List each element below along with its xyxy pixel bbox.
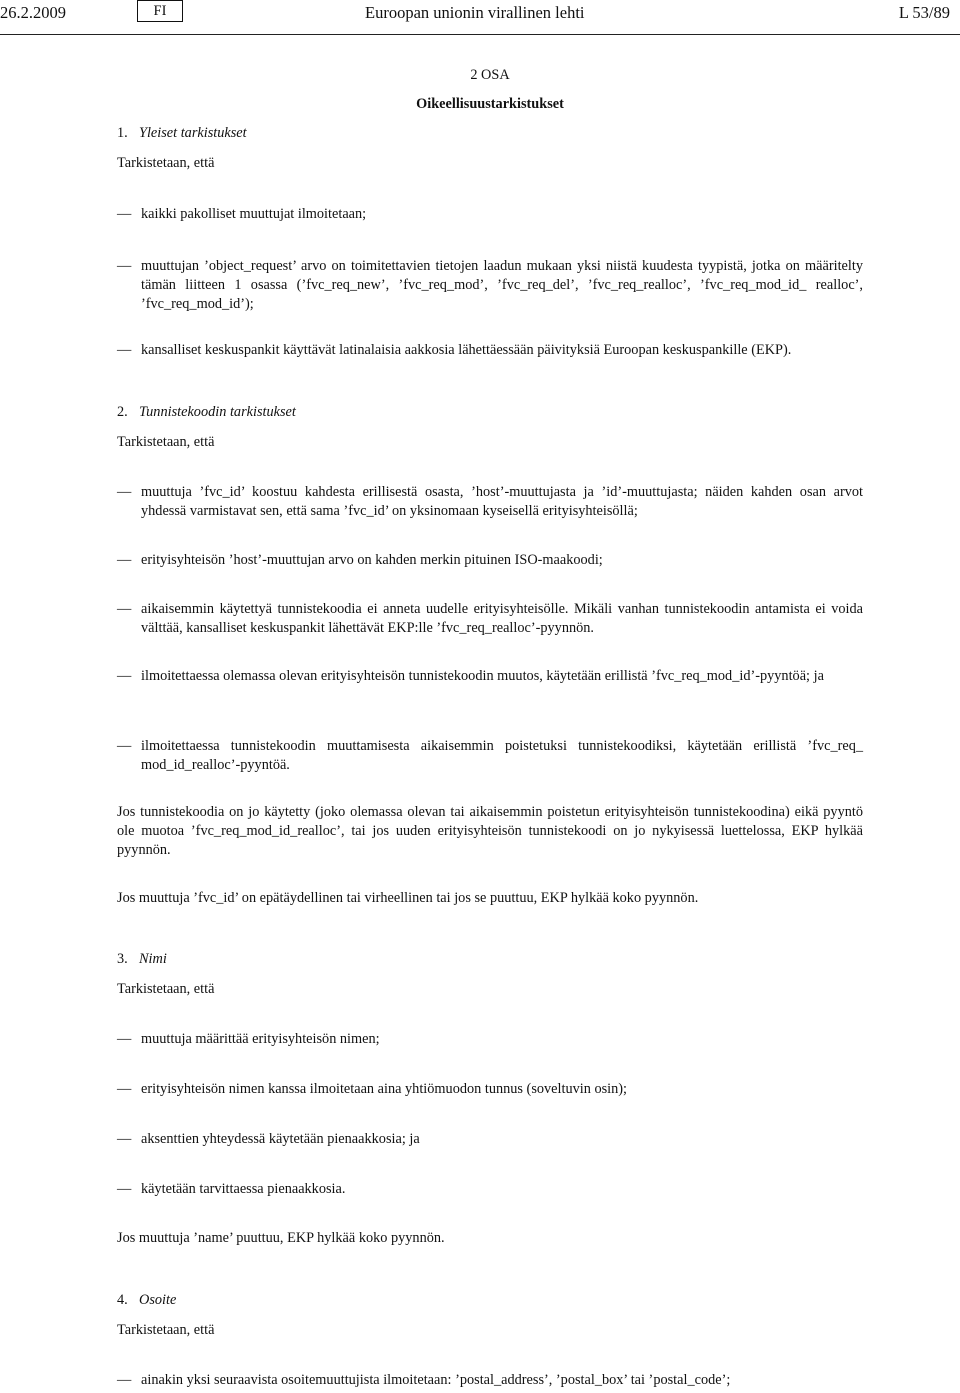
- body-paragraph: Jos muuttuja ’name’ puuttuu, EKP hylkää koko pyynnön.: [117, 1230, 445, 1246]
- page-number: L 53/89: [898, 3, 950, 22]
- section-number: 2.: [117, 404, 128, 420]
- list-item: — muuttuja ’fvc_id’ koostuu kahdesta erillisestä osasta, ’host’-muuttujasta ja ’id’-muuttujasta; näiden kahden osan arvot yhdessä varmistavat sen, että sama ’fvc_id’ on yksinomaan kyseisellä erityisyhteisöllä;: [117, 484, 863, 519]
- language-box: FI: [137, 0, 183, 22]
- list-item: — erityisyhteisön nimen kanssa ilmoitetaan aina yhtiömuodon tunnus (soveltuvin osin);: [117, 1080, 863, 1099]
- list-item-text: erityisyhteisön nimen kanssa ilmoitetaan aina yhtiömuodon tunnus (soveltuvin osin);: [141, 1081, 628, 1097]
- list-item-text: kansalliset keskuspankit käyttävät latinalaisia aakkosia lähettäessään päivityksiä Euroopan keskuspankille (EKP).: [141, 342, 792, 358]
- list-item: — muuttujan ’object_request’ arvo on toimitettavien tietojen laadun mukaan yksi niistä kuudesta tyypistä, jotka on määritelty tämän liitteen 1 osassa (’fvc_req_new’, ’fvc_req_mod’, ’fvc_req_del’, ’fvc_req_realloc’, ’fvc_req_mod_id_ realloc’, ’fvc_req_mod_id’);: [117, 258, 863, 312]
- journal-title: Euroopan unionin virallinen lehti: [365, 3, 585, 22]
- section-number: 1.: [117, 125, 128, 141]
- part-title: Oikeellisuustarkistukset: [416, 96, 564, 112]
- section-heading: [117, 124, 247, 143]
- list-item-text: käytetään tarvittaessa pienaakkosia.: [141, 1181, 346, 1197]
- list-item: — kaikki pakolliset muuttujat ilmoitetaan;: [117, 205, 863, 224]
- list-item-text: erityisyhteisön ’host’-muuttujan arvo on kahden merkin pituinen ISO-maakoodi;: [141, 552, 603, 568]
- body-paragraph: Jos muuttuja ’fvc_id’ on epätäydellinen tai virheellinen tai jos se puuttuu, EKP hylkää koko pyynnön.: [117, 890, 699, 906]
- part-number: 2 OSA: [470, 67, 510, 83]
- list-item: — aikaisemmin käytettyä tunnistekoodia ei anneta uudelle erityisyhteisölle. Mikäli vanhan tunnistekoodin antamista ei voida välttää, kansalliset keskuspankit lähettävät EKP:lle ’fvc_req_realloc’-pyynnön.: [117, 601, 863, 636]
- page-header: [0, 0, 960, 26]
- list-item: — käytetään tarvittaessa pienaakkosia.: [117, 1180, 863, 1199]
- section-intro: Tarkistetaan, että: [117, 981, 215, 997]
- section-heading: [117, 403, 296, 422]
- list-item: — muuttuja määrittää erityisyhteisön nimen;: [117, 1030, 863, 1049]
- section-number: 3.: [117, 951, 128, 967]
- list-item-text: aikaisemmin käytettyä tunnistekoodia ei anneta uudelle erityisyhteisölle. Mikäli vanhan tunnistekoodin antamista ei voida välttää, kansalliset keskuspankit lähettävät EKP:lle ’fvc_req_realloc’-pyynnön.: [141, 601, 863, 636]
- list-item: — aksenttien yhteydessä käytetään pienaakkosia; ja: [117, 1130, 863, 1149]
- publication-date: 26.2.2009: [0, 3, 66, 22]
- list-item: — ilmoitettaessa tunnistekoodin muuttamisesta aikaisemmin poistetuksi tunnistekoodiksi, käytetään erillistä ’fvc_req_ mod_id_realloc’-pyyntöä.: [117, 738, 863, 773]
- section-title: Osoite: [139, 1292, 177, 1308]
- list-item: — kansalliset keskuspankit käyttävät latinalaisia aakkosia lähettäessään päivityksiä Euroopan keskuspankille (EKP).: [117, 341, 863, 360]
- header-rule: [0, 34, 960, 35]
- section-heading: [117, 950, 167, 969]
- list-item-text: muuttuja ’fvc_id’ koostuu kahdesta erillisestä osasta, ’host’-muuttujasta ja ’id’-muuttujasta; näiden kahden osan arvot yhdessä varmistavat sen, että sama ’fvc_id’ on yksinomaan kyseisellä erityisyhteisöllä;: [141, 484, 863, 519]
- list-item-text: ilmoitettaessa tunnistekoodin muuttamisesta aikaisemmin poistetuksi tunnistekoodiksi, käytetään erillistä ’fvc_req_ mod_id_realloc’-pyyntöä.: [141, 738, 863, 773]
- list-item-text: ainakin yksi seuraavista osoitemuuttujista ilmoitetaan: ’postal_address’, ’postal_box’ tai ’postal_code’;: [141, 1372, 731, 1388]
- list-item: — ainakin yksi seuraavista osoitemuuttujista ilmoitetaan: ’postal_address’, ’postal_box’ tai ’postal_code’;: [117, 1371, 863, 1390]
- list-item-text: kaikki pakolliset muuttujat ilmoitetaan;: [141, 206, 367, 222]
- list-item-text: ilmoitettaessa olemassa olevan erityisyhteisön tunnistekoodin muutos, käytetään erillistä ’fvc_req_mod_id’-pyyntöä; ja: [141, 668, 824, 684]
- body-paragraph: Jos tunnistekoodia on jo käytetty (joko olemassa olevan tai aikaisemmin poistetun erityisyhteisön tunnistekoodina) eikä pyyntö ole muotoa ’fvc_req_mod_id_realloc’, tai jos uuden erityisyhteisön tunnistekoodi on jo nykyisessä luettelossa, EKP hylkää pyynnön.: [117, 804, 863, 858]
- section-intro: Tarkistetaan, että: [117, 434, 215, 450]
- list-item-text: muuttuja määrittää erityisyhteisön nimen;: [141, 1031, 380, 1047]
- section-number: 4.: [117, 1292, 128, 1308]
- section-title: Tunnistekoodin tarkistukset: [139, 404, 296, 420]
- list-item: — erityisyhteisön ’host’-muuttujan arvo on kahden merkin pituinen ISO-maakoodi;: [117, 551, 863, 570]
- section-title: Nimi: [139, 951, 167, 967]
- section-intro: Tarkistetaan, että: [117, 1322, 215, 1338]
- list-item-text: aksenttien yhteydessä käytetään pienaakkosia; ja: [141, 1131, 420, 1147]
- list-item-text: muuttujan ’object_request’ arvo on toimitettavien tietojen laadun mukaan yksi niistä kuudesta tyypistä, jotka on määritelty tämän liitteen 1 osassa (’fvc_req_new’, ’fvc_req_mod’, ’fvc_req_del’, ’fvc_req_realloc’, ’fvc_req_mod_id_ realloc’, ’fvc_req_mod_id’);: [141, 258, 863, 312]
- section-title: Yleiset tarkistukset: [139, 125, 247, 141]
- section-heading: [117, 1291, 176, 1310]
- list-item: — ilmoitettaessa olemassa olevan erityisyhteisön tunnistekoodin muutos, käytetään erillistä ’fvc_req_mod_id’-pyyntöä; ja: [117, 667, 863, 686]
- section-intro: Tarkistetaan, että: [117, 155, 215, 171]
